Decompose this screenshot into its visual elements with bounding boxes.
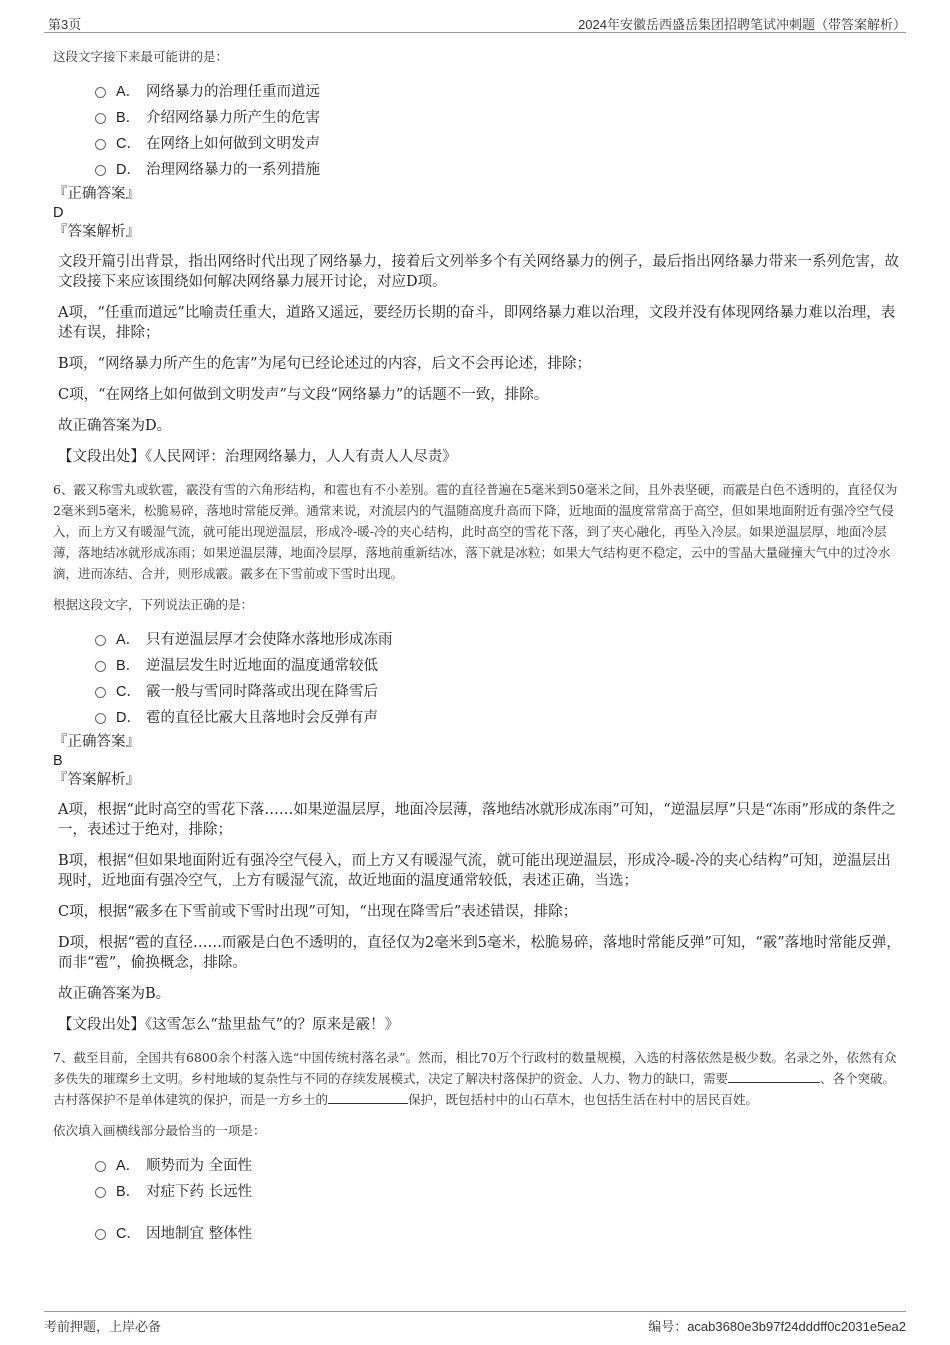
q7-option-c[interactable]: C． 因地制宜 整体性 <box>53 1219 905 1245</box>
q7-stem: 7、截至目前，全国共有6800余个村落入选“中国传统村落名录”。然而，相比70万个行政村的数量规模，入选的村落依然是极少数。名录之外，依然有众多佚失的璀璨乡土文明。乡村地域的复杂性与不同的存续发展模式，决定了解决村落保护的资金、人力、物力的缺口，需要 、各个突破。古村落保护不是单体建筑的保护，而是一方乡土的 保护，既包括村中的山石草木，也包括生活在村中的居民百姓。 <box>53 1050 897 1107</box>
page-header <box>44 8 906 33</box>
q6-prompt: 根据这段文字，下列说法正确的是： <box>53 597 254 612</box>
q6-source: 【文段出处】《这雪怎么“盐里盐气”的？原来是霰！》 <box>58 1017 400 1033</box>
q6-conclusion: 故正确答案为B。 <box>58 986 171 1002</box>
radio-icon[interactable] <box>95 113 106 124</box>
q6-analysis-c: C项，根据“霰多在下雪前或下雪时出现”可知，“出现在降雪后”表述错误，排除； <box>58 904 578 920</box>
radio-icon[interactable] <box>95 661 106 672</box>
radio-icon[interactable] <box>95 1161 106 1172</box>
q6-option-d[interactable]: D． 雹的直径比霰大且落地时会反弹有声 <box>53 703 905 729</box>
q6-option-c[interactable]: C． 霰一般与雪同时降落或出现在降雪后 <box>53 677 905 703</box>
q5-option-c[interactable]: C． 在网络上如何做到文明发声 <box>53 129 905 155</box>
q5-option-b[interactable]: B． 介绍网络暴力所产生的危害 <box>53 103 905 129</box>
q6-analysis-a: A项，根据“此时高空的雪花下落……如果逆温层厚，地面冷层薄，落地结冰就形成冻雨”可知，“逆温层厚”只是“冻雨”形成的条件之一，表述过于绝对，排除； <box>58 802 896 838</box>
radio-icon[interactable] <box>95 635 106 646</box>
q5-analysis-c: C项，“在网络上如何做到文明发声”与文段“网络暴力”的话题不一致，排除。 <box>58 387 549 403</box>
q5-option-d[interactable]: D． 治理网络暴力的一系列措施 <box>53 155 905 181</box>
q7-option-b[interactable]: B． 对症下药 长远性 <box>53 1177 905 1203</box>
q6-stem: 6、霰又称雪丸或软雹，霰没有雪的六角形结构，和雹也有不小差别。雹的直径普遍在5毫米到50毫米之间，且外表坚硬，而霰是白色不透明的，直径仅为2毫米到5毫米，松脆易碎，落地时常能反弹。通常来说，对流层内的气温随高度升高而下降，近地面的温度常常高于高空，但如果地面附近有强冷空气侵入，而上方又有暖湿气流，就可能出现逆温层，形成冷-暖-冷的夹心结构，此时高空的雪花下落，到了夹心融化，再坠入冷层。如果逆温层厚，地面冷层薄，落地结冰就形成冻雨；如果逆温层薄，地面冷层厚，落地前重新结冰，落下就是冰粒；如果大气结构更不稳定，云中的雪晶大量碰撞大气中的过冷水滴，进而冻结、合并，则形成霰。霰多在下雪前或下雪时出现。 <box>53 482 898 581</box>
q7-option-a[interactable]: A． 顺势而为 全面性 <box>53 1151 905 1177</box>
document-code: 编号：acab3680e3b97f24dddff0c2031e5ea2 <box>648 1319 906 1334</box>
page-footer <box>44 1311 906 1340</box>
q5-prompt: 这段文字接下来最可能讲的是： <box>53 49 229 64</box>
radio-icon[interactable] <box>95 1229 106 1240</box>
q7-prompt: 依次填入画横线部分最恰当的一项是： <box>53 1123 266 1138</box>
q6-option-a[interactable]: A． 只有逆温层厚才会使降水落地形成冻雨 <box>53 625 905 651</box>
q5-conclusion: 故正确答案为D。 <box>58 418 172 434</box>
q5-analysis-a: A项，“任重而道远”比喻责任重大，道路又遥远，要经历长期的奋斗，即网络暴力难以治理，文段并没有体现网络暴力难以治理，表述有误，排除； <box>58 305 896 341</box>
q5-analysis-b: B项，“网络暴力所产生的危害”为尾句已经论述过的内容，后文不会再论述，排除； <box>58 356 591 372</box>
q5-analysis-main: 文段开篇引出背景，指出网络时代出现了网络暴力，接着后文列举多个有关网络暴力的例子，最后指出网络暴力带来一系列危害，故文段接下来应该围绕如何解决网络暴力展开讨论，对应D项。 <box>58 254 899 290</box>
q7-options <box>53 1151 905 1245</box>
footer-slogan: 考前押题，上岸必备 <box>44 1319 162 1334</box>
radio-icon[interactable] <box>95 687 106 698</box>
q5-source: 【文段出处】《人民网评：治理网络暴力，人人有责人人尽责》 <box>58 449 457 465</box>
fill-blank-1 <box>728 1068 820 1083</box>
radio-icon[interactable] <box>95 713 106 724</box>
radio-icon[interactable] <box>95 165 106 176</box>
page-content <box>53 38 905 1245</box>
q6-option-b[interactable]: B． 逆温层发生时近地面的温度通常较低 <box>53 651 905 677</box>
q6-options <box>53 625 905 729</box>
q5-option-a[interactable]: A． 网络暴力的治理任重而道远 <box>53 77 905 103</box>
q5-answer: D <box>53 205 64 221</box>
q6-analysis-label: 『答案解析』 <box>53 772 140 788</box>
q6-analysis-d: D项，根据“雹的直径……而霰是白色不透明的，直径仅为2毫米到5毫米，松脆易碎，落地时常能反弹”可知，“霰”落地时常能反弹，而非“雹”，偷换概念，排除。 <box>58 935 901 971</box>
radio-icon[interactable] <box>95 1187 106 1198</box>
q6-answer-label: 『正确答案』 <box>53 734 140 750</box>
fill-blank-2 <box>328 1089 408 1104</box>
page-number: 第3页 <box>48 17 82 32</box>
radio-icon[interactable] <box>95 87 106 98</box>
q6-analysis-b: B项，根据“但如果地面附近有强冷空气侵入，而上方又有暖湿气流，就可能出现逆温层，形成冷-暖-冷的夹心结构”可知，逆温层出现时，近地面有强冷空气，上方有暖湿气流，故近地面的温度通常较低，表述正确，当选； <box>58 853 891 889</box>
q5-options <box>53 77 905 181</box>
q5-analysis-label: 『答案解析』 <box>53 224 140 240</box>
radio-icon[interactable] <box>95 139 106 150</box>
q6-answer: B <box>53 753 63 769</box>
document-title: 2024年安徽岳西盛岳集团招聘笔试冲刺题（带答案解析） <box>578 17 906 32</box>
q5-answer-label: 『正确答案』 <box>53 186 140 202</box>
